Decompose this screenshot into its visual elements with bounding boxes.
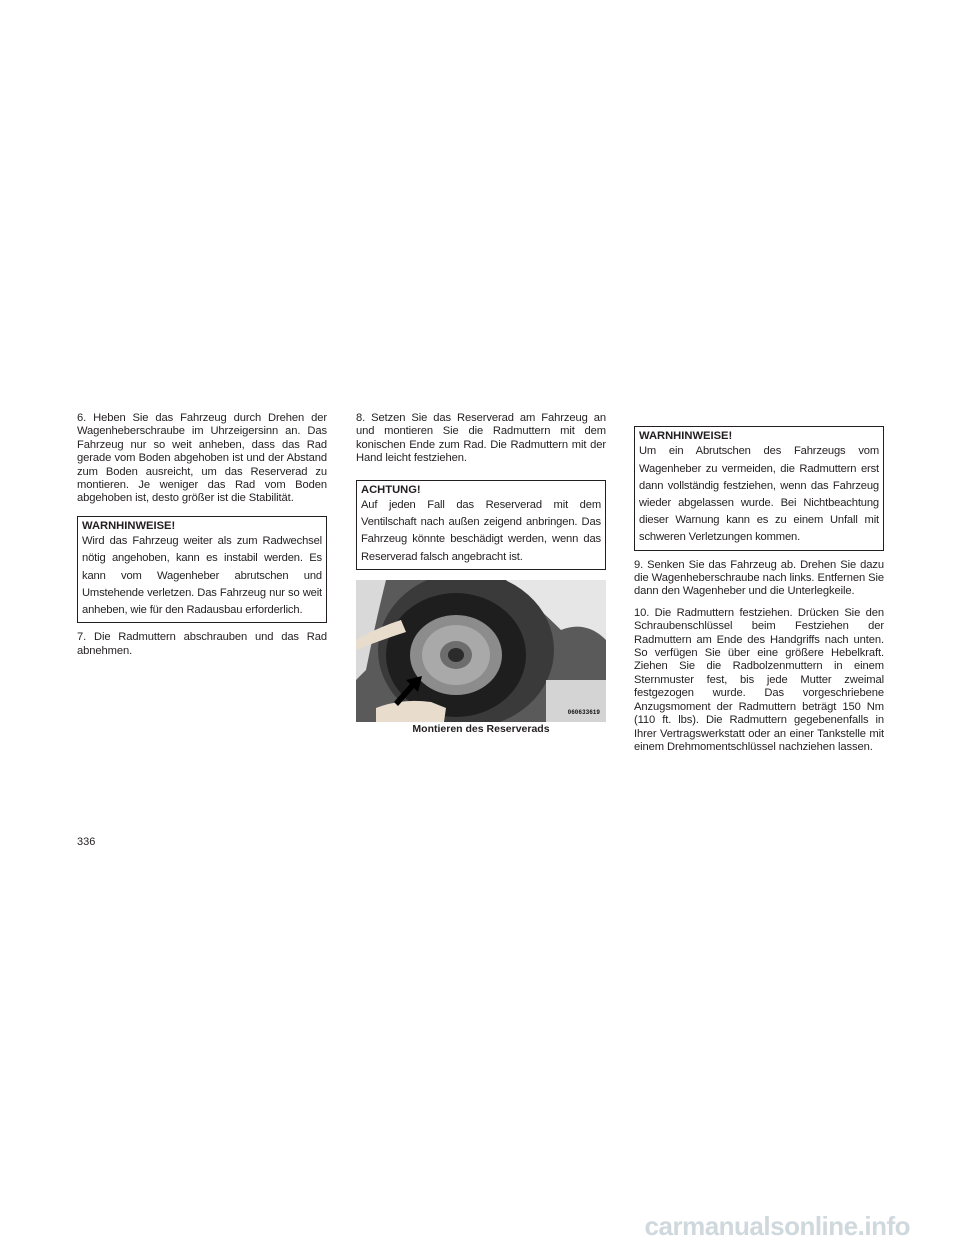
caution-title: ACHTUNG! [361,483,421,496]
step-6-text: 6. Heben Sie das Fahrzeug durch Drehen der Wagenheberschraube im Uhrzeigersinn an. Das Fahrzeug nur so weit anheben, dass das Rad gerade vom Boden abgehoben ist und der Abstand zum Boden ausreicht, um das Reserverad zu montieren. Je weniger das Rad vom Boden abgehoben ist, desto größer ist die Stabilität. [77,412,327,505]
caution-text: Auf jeden Fall das Reserverad mit dem Ventilschaft nach außen zeigend anbringen. Das Fahrzeug könnte beschädigt werden, wenn das Reserverad falsch angebracht ist. [361,499,601,563]
watermark: carmanualsonline.info [644,1211,910,1241]
figure-caption: Montieren des Reserverads [412,722,550,735]
step-8-text: 8. Setzen Sie das Reserverad am Fahrzeug an und montieren Sie die Radmuttern mit dem konischen Ende zum Rad. Die Radmuttern mit der Hand leicht festziehen. [356,412,606,465]
column-middle [356,412,606,735]
warning-title: WARNHINWEISE! [82,519,176,532]
step-9-text: 9. Senken Sie das Fahrzeug ab. Drehen Sie dazu die Wagenheberschraube nach links. Entfernen Sie dann den Wagenheber und die Unterlegkeile. [634,558,884,598]
figure-id: 060633619 [567,708,600,716]
warning-box-1 [77,516,327,623]
warning-text: Wird das Fahrzeug weiter als zum Radwechsel nötig angehoben, kann es instabil werden. Es kann vom Wagenheber abrutschen und Umstehende verletzen. Das Fahrzeug nur so weit anheben, wie für den Radausbau erforderlich. [82,535,322,617]
spare-wheel-figure [356,580,606,722]
column-left [77,412,327,666]
caution-box [356,480,606,570]
step-10-text: 10. Die Radmuttern festziehen. Drücken Sie den Schraubenschlüssel beim Festziehen der Radmuttern am Ende des Handgriffs nach unten. So verfügen Sie über eine größere Hebelkraft. Ziehen Sie die Radbolzenmuttern in einem Sternmuster fest, bis jede Mutter zweimal festgezogen wurde. Das vorgeschriebene Anzugsmoment der Radmuttern beträgt 150 Nm (110 ft. lbs). Die Radmuttern gegebenenfalls in Ihrer Vertragswerkstatt oder an einer Tankstelle mit einem Drehmomentschlüssel nachziehen lassen. [634,606,884,753]
spare-wheel-illustration [356,580,606,722]
warning-title: WARNHINWEISE! [639,430,733,442]
warning-text: Um ein Abrutschen des Fahrzeugs vom Wagenheber zu vermeiden, die Radmuttern erst dann vollständig festziehen, wenn das Fahrzeug wieder abgelassen wurde. Bei Nichtbeachtung dieser Warnung kann es zu einem Unfall mit schweren Verletzungen kommen. [639,445,879,544]
step-7-text: 7. Die Radmuttern abschrauben und das Rad abnehmen. [77,631,327,657]
warning-box-2 [634,426,884,551]
column-right [634,412,884,762]
page-number: 336 [77,836,96,848]
